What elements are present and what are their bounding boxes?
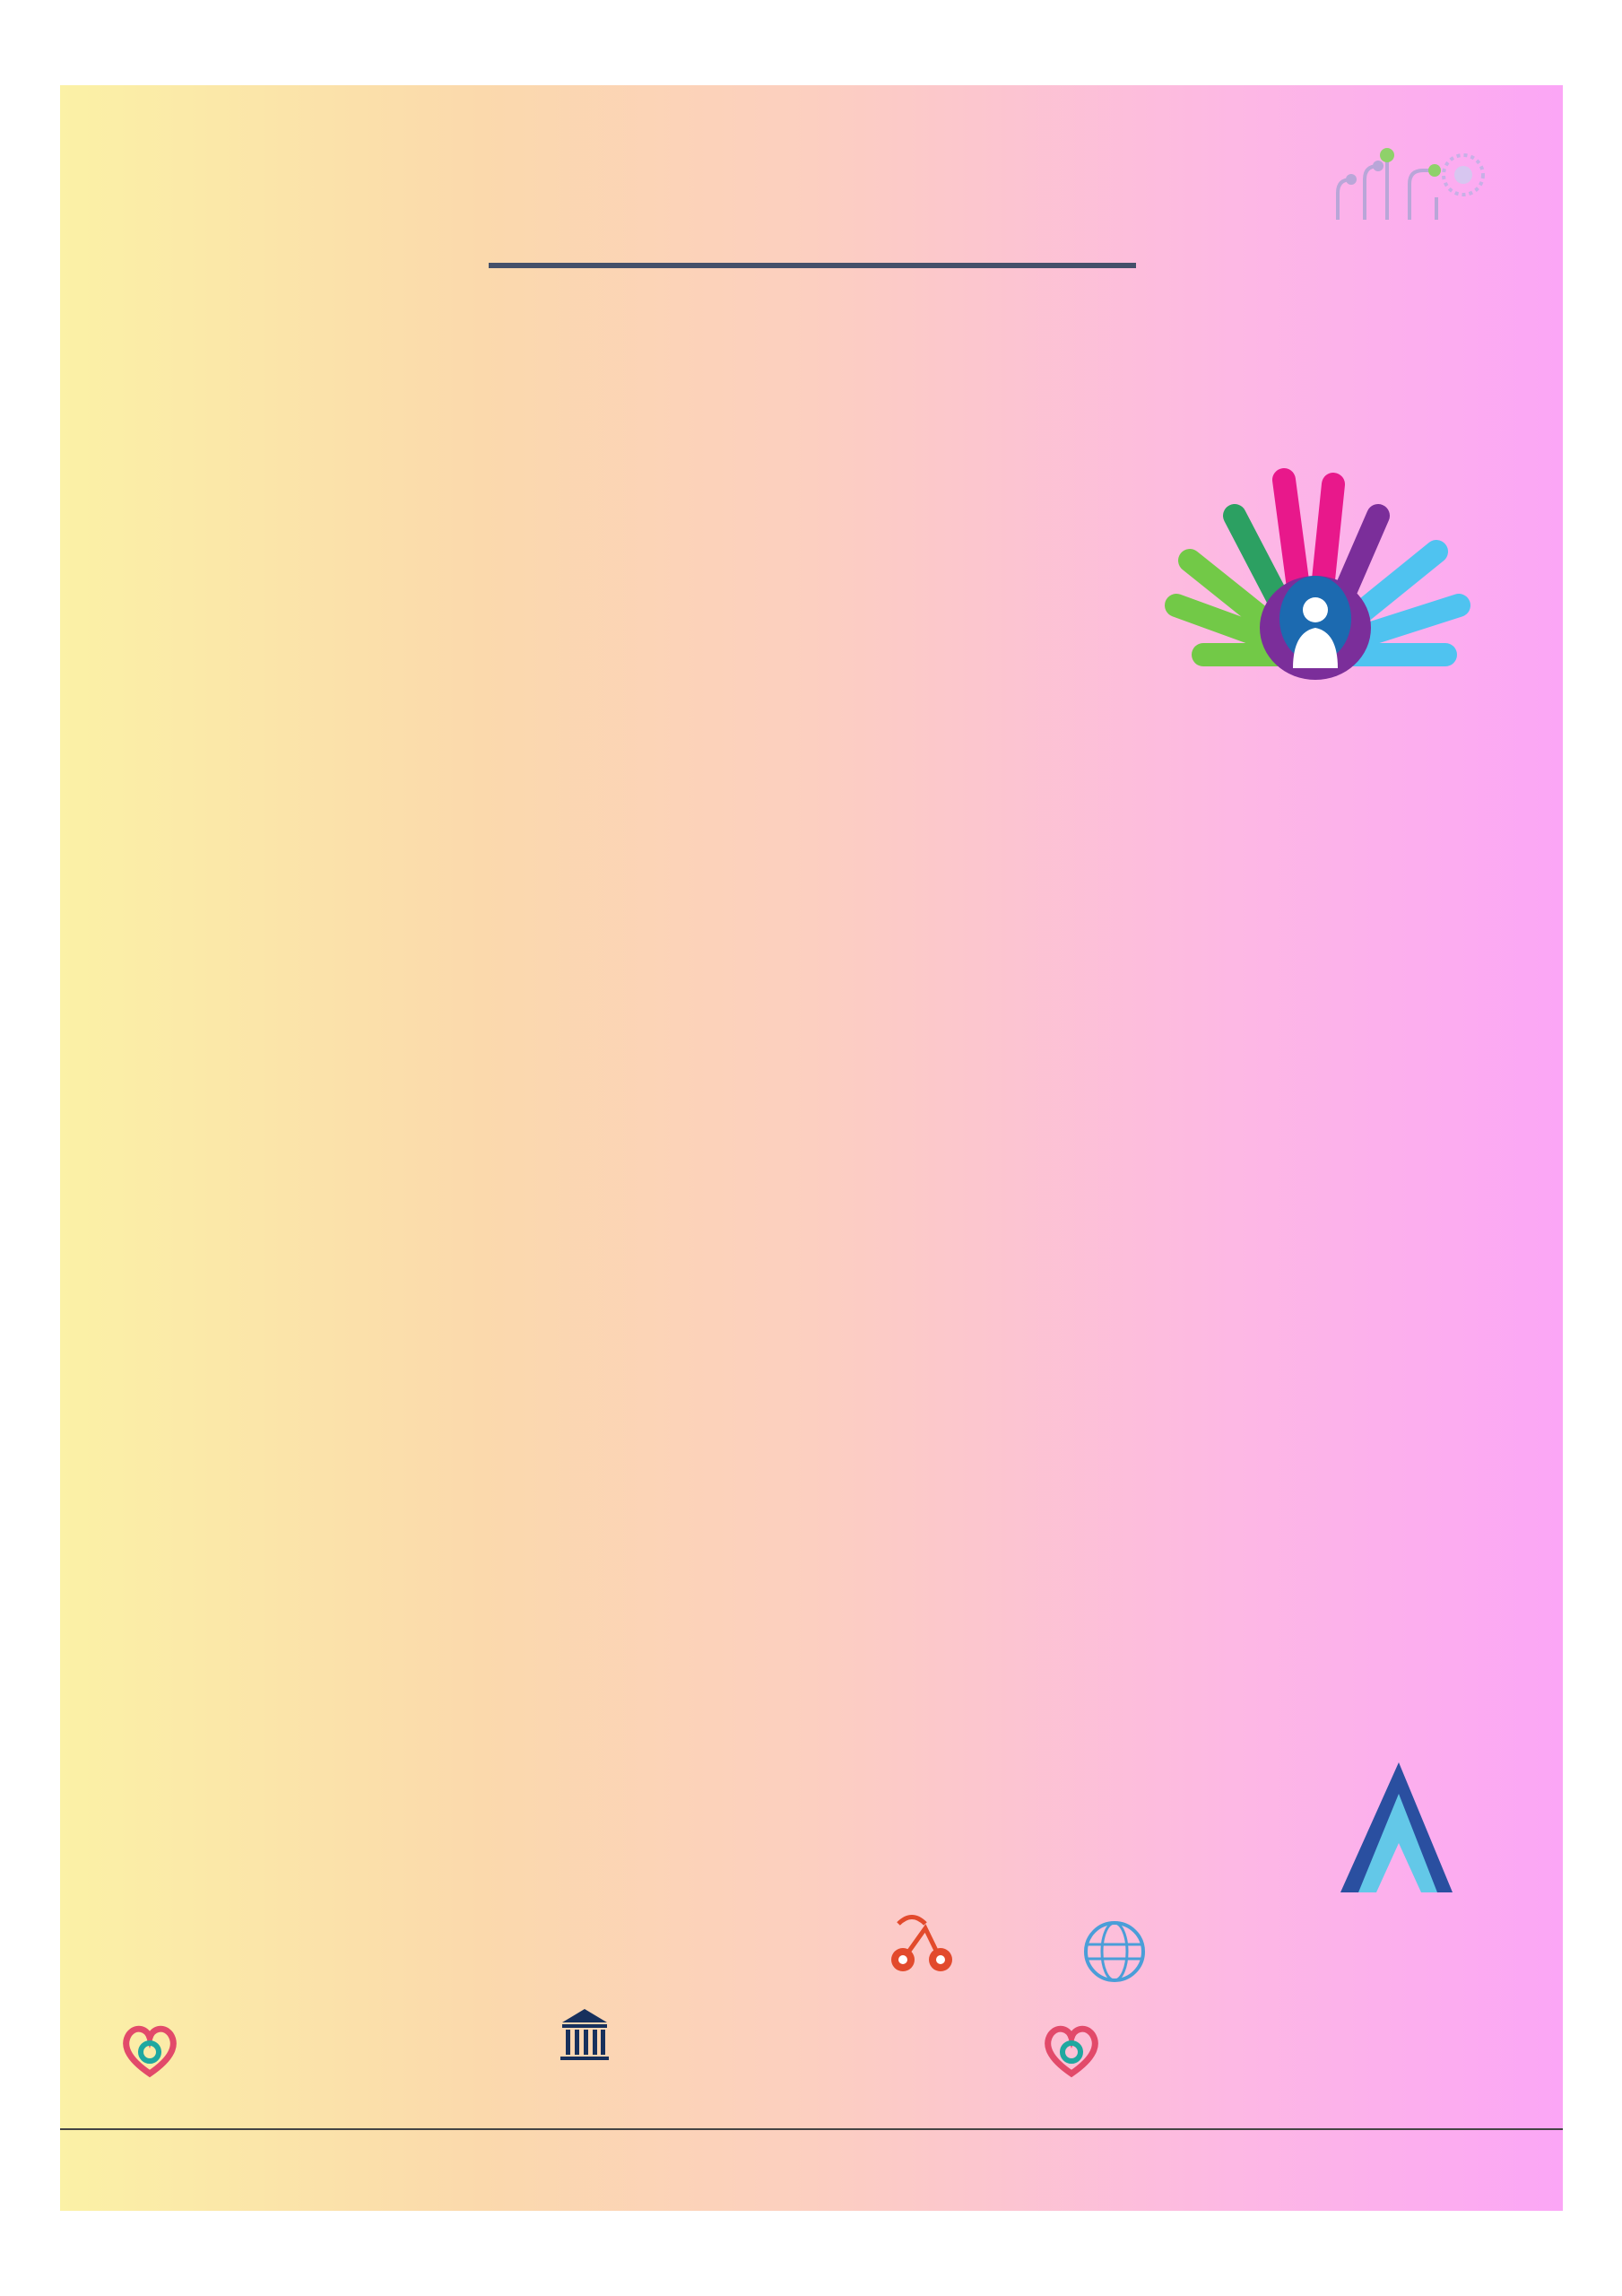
hands-icon	[1149, 462, 1490, 686]
heart-logo-icon	[1040, 2018, 1103, 2081]
title-underline	[489, 263, 1136, 268]
epik-mountain-icon	[1331, 1758, 1457, 1901]
university-building-icon	[558, 2005, 612, 2076]
scooter-icon	[885, 1915, 957, 1978]
rare-disease-day-logo	[1149, 462, 1490, 758]
globe-icon	[1082, 1919, 1147, 1984]
erdera-logo	[99, 117, 395, 296]
heart-logo-icon	[118, 2018, 181, 2081]
ravimitootjate-liit-logo	[1082, 1919, 1504, 1987]
jardin-logo	[1230, 130, 1517, 300]
footer-divider	[60, 2128, 1563, 2130]
laste-fond-logo	[768, 1910, 1073, 1991]
poster	[60, 85, 1563, 2211]
epik-logo	[1331, 1758, 1457, 1901]
circuit-icon	[1230, 130, 1517, 229]
